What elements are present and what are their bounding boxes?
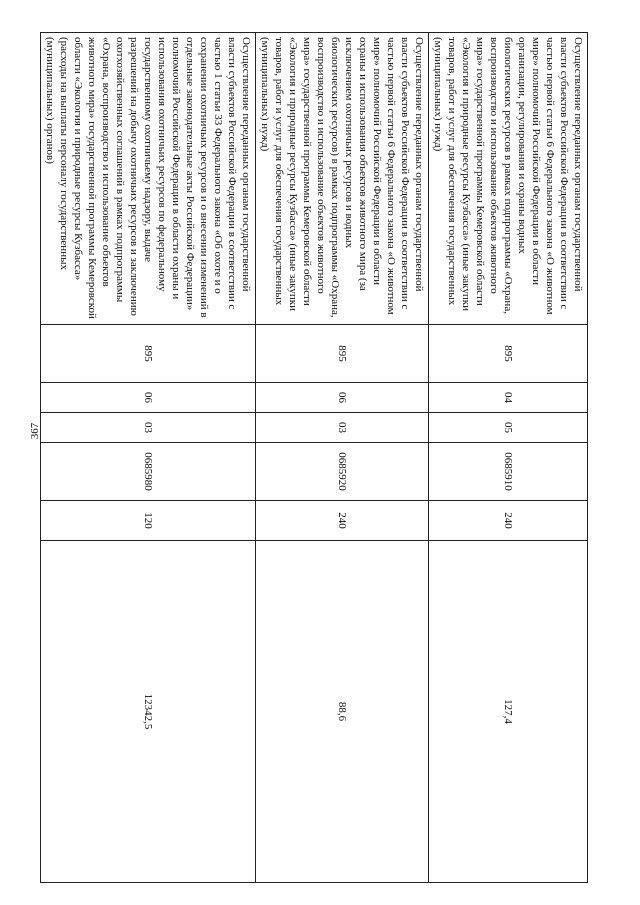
amount: 127,4: [429, 541, 588, 883]
row-description: Осуществление переданных органам государственной власти субъектов Российской Федерации в соответствии с частью 1 статьи 33 Федерального закона «Об охоте и о сохранении охотничьих ресурсов и о внесении изменений в отдельные законодательные акты Российской Федерации» полномочий Российской Федерации в области охраны и использования охотничьих ресурсов по федеральному государственному охотничьему надзору, выдаче разрешений на добычу охотничьих ресурсов и заключению охотхозяйственных соглашений в рамках подпрограммы «Охрана, воспроизводство и использование объектов животного мира» государственной программы Кемеровской области «Экология и природные ресурсы Кузбасса» (расходы на выплаты персоналу государственных (муниципальных) органов): [41, 33, 256, 325]
target-article-code: 0685910: [429, 443, 588, 501]
table-row: [429, 33, 588, 883]
ministry-code: 895: [256, 325, 429, 383]
amount: 88,6: [256, 541, 429, 883]
target-article-code: 0685980: [41, 443, 256, 501]
subsection-code: 05: [429, 413, 588, 443]
expense-type-code: 240: [256, 501, 429, 541]
section-code: 06: [41, 383, 256, 413]
section-code: 04: [429, 383, 588, 413]
target-article-code: 0685920: [256, 443, 429, 501]
row-description: Осуществление переданных органам государственной власти субъектов Российской Федерации в соответствии с частью первой статьи 6 Федерального закона «О животном мире» полномочий Российской Федерации в области организации, регулирования и охраны водных биологических ресурсов в рамках подпрограммы «Охрана, воспроизводство и использование объектов животного мира» государственной программы Кемеровской области «Экология и природные ресурсы Кузбасса» (иные закупки товаров, работ и услуг для обеспечения государственных (муниципальных) нужд): [429, 33, 588, 325]
subsection-code: 03: [256, 413, 429, 443]
ministry-code: 895: [41, 325, 256, 383]
subsection-code: 03: [41, 413, 256, 443]
table-row: [41, 33, 256, 883]
table-row: [256, 33, 429, 883]
page-number: 367: [29, 422, 41, 440]
expense-type-code: 240: [429, 501, 588, 541]
expense-type-code: 120: [41, 501, 256, 541]
rotated-page-content: [44, 32, 588, 882]
ministry-code: 895: [429, 325, 588, 383]
section-code: 06: [256, 383, 429, 413]
budget-table: [40, 32, 588, 883]
row-description: Осуществление переданных органам государственной власти субъектов Российской Федерации в соответствии с частью первой статьи 6 Федерального закона «О животном мире» полномочий Российской Федерации в области охраны и использования объектов животного мира (за исключением охотничьих ресурсов и водных биологических ресурсов) в рамках подпрограммы «Охрана, воспроизводство и использование объектов животного мира» государственной программы Кемеровской области «Экология и природные ресурсы Кузбасса» (иные закупки товаров, работ и услуг для обеспечения государственных (муниципальных) нужд): [256, 33, 429, 325]
amount: 12342,5: [41, 541, 256, 883]
